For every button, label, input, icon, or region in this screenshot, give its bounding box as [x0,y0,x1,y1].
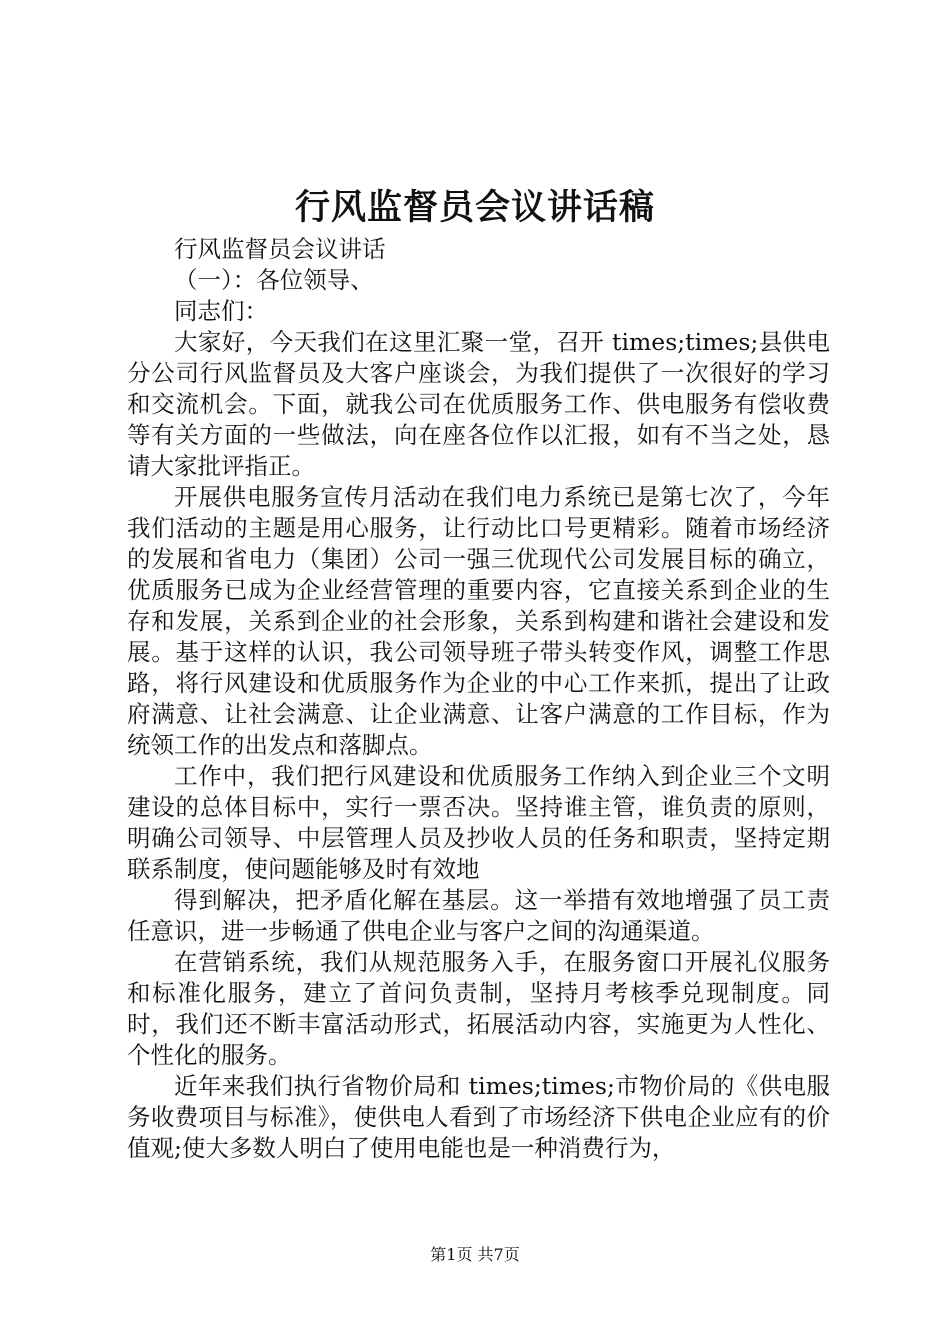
paragraph-activity-month: 开展供电服务宣传月活动在我们电力系统已是第七次了，今年我们活动的主题是用心服务，让行动比口号更精彩。随着市场经济的发展和省电力（集团）公司一强三优现代公司发展目标的确立，优质服务已成为企业经营管理的重要内容，它直接关系到企业的生存和发展，关系到企业的社会形象，关系到构建和谐社会建设和发展。基于这样的认识，我公司领导班子带头转变作风，调整工作思路，将行风建设和优质服务作为企业的中心工作来抓，提出了让政府满意、让社会满意、让企业满意、让客户满意的工作目标，作为统领工作的出发点和落脚点。 [127,483,830,759]
paragraph-resolution: 得到解决，把矛盾化解在基层。这一举措有效地增强了员工责任意识，进一步畅通了供电企业与客户之间的沟通渠道。 [127,886,830,945]
document-title: 行风监督员会议讲话稿 [294,187,655,228]
document-body [127,234,830,1164]
paragraph-subtitle: 行风监督员会议讲话 [174,235,386,263]
paragraph-marketing: 在营销系统，我们从规范服务入手，在服务窗口开展礼仪服务和标准化服务，建立了首问负责制，坚持月考核季兑现制度。同时，我们还不断丰富活动形式，拓展活动内容，实施更为人性化、个性化的服务。 [127,948,830,1069]
paragraph-work-responsibility: 工作中，我们把行风建设和优质服务工作纳入到企业三个文明建设的总体目标中，实行一票否决。坚持谁主管，谁负责的原则，明确公司领导、中层管理人员及抄收人员的任务和职责，坚持定期联系制度，使问题能够及时有效地 [127,762,830,883]
paragraph-pricing: 近年来我们执行省物价局和 times;times;市物价局的《供电服务收费项目与标准》，使供电人看到了市场经济下供电企业应有的价值观;使大多数人明白了使用电能也是一种消费行为， [127,1072,830,1162]
paragraph-section-label: （一）：各位领导、 [174,266,374,294]
page-footer: 第1页 共7页 [430,1245,520,1264]
paragraph-greeting: 大家好，今天我们在这里汇聚一堂，召开 times;times;县供电分公司行风监督员及大客户座谈会，为我们提供了一次很好的学习和交流机会。下面，就我公司在优质服务工作、供电服务有偿收费等有关方面的一些做法，向在座各位作以汇报，如有不当之处，恳请大家批评指正。 [127,328,830,480]
paragraph-salutation: 同志们： [174,297,268,325]
